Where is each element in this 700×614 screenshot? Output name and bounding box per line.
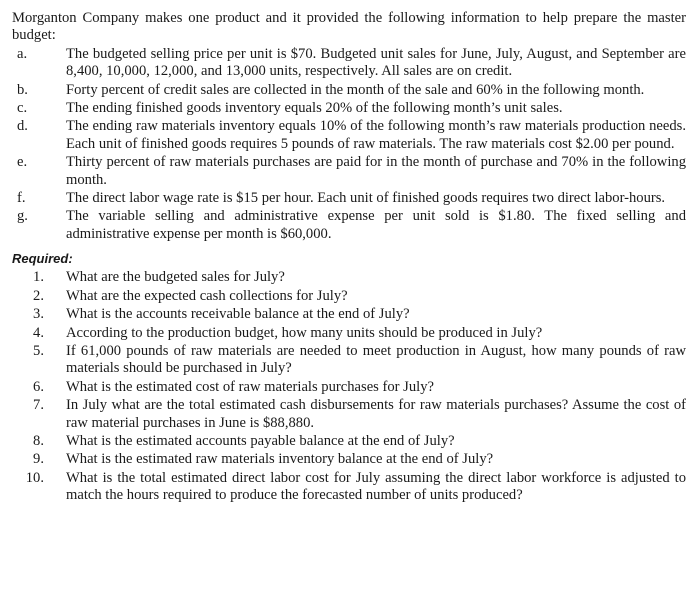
fact-item: [12, 46, 686, 81]
fact-letter: c.: [17, 100, 28, 117]
question-text: What are the budgeted sales for July?: [66, 269, 285, 286]
question-number: 1.: [33, 269, 44, 286]
question-item: [12, 397, 686, 432]
fact-letter: e.: [17, 154, 28, 171]
question-item: [12, 433, 686, 450]
fact-letter: b.: [17, 81, 28, 98]
question-text: According to the production budget, how many units should be produced in July?: [66, 324, 543, 341]
question-number: 2.: [33, 287, 44, 304]
question-item: [12, 379, 686, 396]
question-number: 4.: [33, 324, 44, 341]
question-text: What are the expected cash collections for July?: [66, 287, 348, 304]
question-item: [12, 306, 686, 323]
question-item: [12, 269, 686, 286]
question-text: What is the total estimated direct labor cost for July assuming the direct labor workforce is adjusted to match the hours required to produce the forecasted number of units produced?: [66, 469, 686, 504]
question-text: What is the estimated raw materials inventory balance at the end of July?: [66, 451, 494, 468]
question-item: [12, 325, 686, 342]
question-number: 5.: [33, 342, 44, 359]
question-text: What is the estimated accounts payable balance at the end of July?: [66, 432, 455, 449]
question-item: [12, 343, 686, 378]
fact-text: The variable selling and administrative expense per unit sold is $1.80. The fixed selling and administrative expense per month is $60,000.: [66, 208, 686, 242]
question-number: 7.: [33, 397, 44, 414]
fact-letter: g.: [17, 208, 28, 225]
fact-letter: d.: [17, 118, 28, 135]
question-number: 3.: [33, 306, 44, 323]
question-text: What is the estimated cost of raw materials purchases for July?: [66, 378, 434, 395]
question-item: [12, 288, 686, 305]
fact-item: [12, 118, 686, 153]
fact-text: Forty percent of credit sales are collected in the month of the sale and 60% in the following month.: [66, 81, 645, 98]
fact-text: The direct labor wage rate is $15 per hour. Each unit of finished goods requires two direct labor-hours.: [66, 190, 666, 207]
fact-item: [12, 82, 686, 99]
question-number: 9.: [33, 451, 44, 468]
fact-item: [12, 190, 686, 207]
fact-letter: a.: [17, 45, 28, 62]
fact-item: [12, 154, 686, 189]
fact-text: The ending finished goods inventory equals 20% of the following month’s unit sales.: [66, 100, 563, 117]
question-number: 8.: [33, 432, 44, 449]
problem-intro: Morganton Company makes one product and it provided the following information to help prepare the master budget:: [12, 10, 686, 44]
questions-list: [12, 269, 686, 504]
facts-list: [12, 46, 686, 243]
fact-letter: f.: [17, 190, 26, 207]
question-item: [12, 451, 686, 468]
question-item: [12, 470, 686, 505]
required-heading: Required:: [12, 251, 73, 267]
fact-item: [12, 208, 686, 243]
question-number: 10.: [25, 469, 44, 486]
fact-text: Thirty percent of raw materials purchases are paid for in the month of purchase and 70% in the following month.: [66, 154, 686, 188]
fact-item: [12, 100, 686, 117]
fact-text: The ending raw materials inventory equals 10% of the following month’s raw materials production needs. Each unit of finished goods requires 5 pounds of raw materials. The raw materials cost $2.00 per pound.: [66, 118, 686, 152]
question-text: What is the accounts receivable balance at the end of July?: [66, 306, 410, 323]
question-number: 6.: [33, 378, 44, 395]
question-text: In July what are the total estimated cash disbursements for raw materials purchases? Assume the cost of raw material purchases in June is $88,880.: [66, 397, 686, 431]
fact-text: The budgeted selling price per unit is $70. Budgeted unit sales for June, July, August, and September are 8,400, 10,000, 12,000, and 13,000 units, respectively. All sales are on credit.: [66, 45, 686, 80]
question-text: If 61,000 pounds of raw materials are needed to meet production in August, how many pounds of raw materials should be purchased in July?: [66, 342, 686, 377]
